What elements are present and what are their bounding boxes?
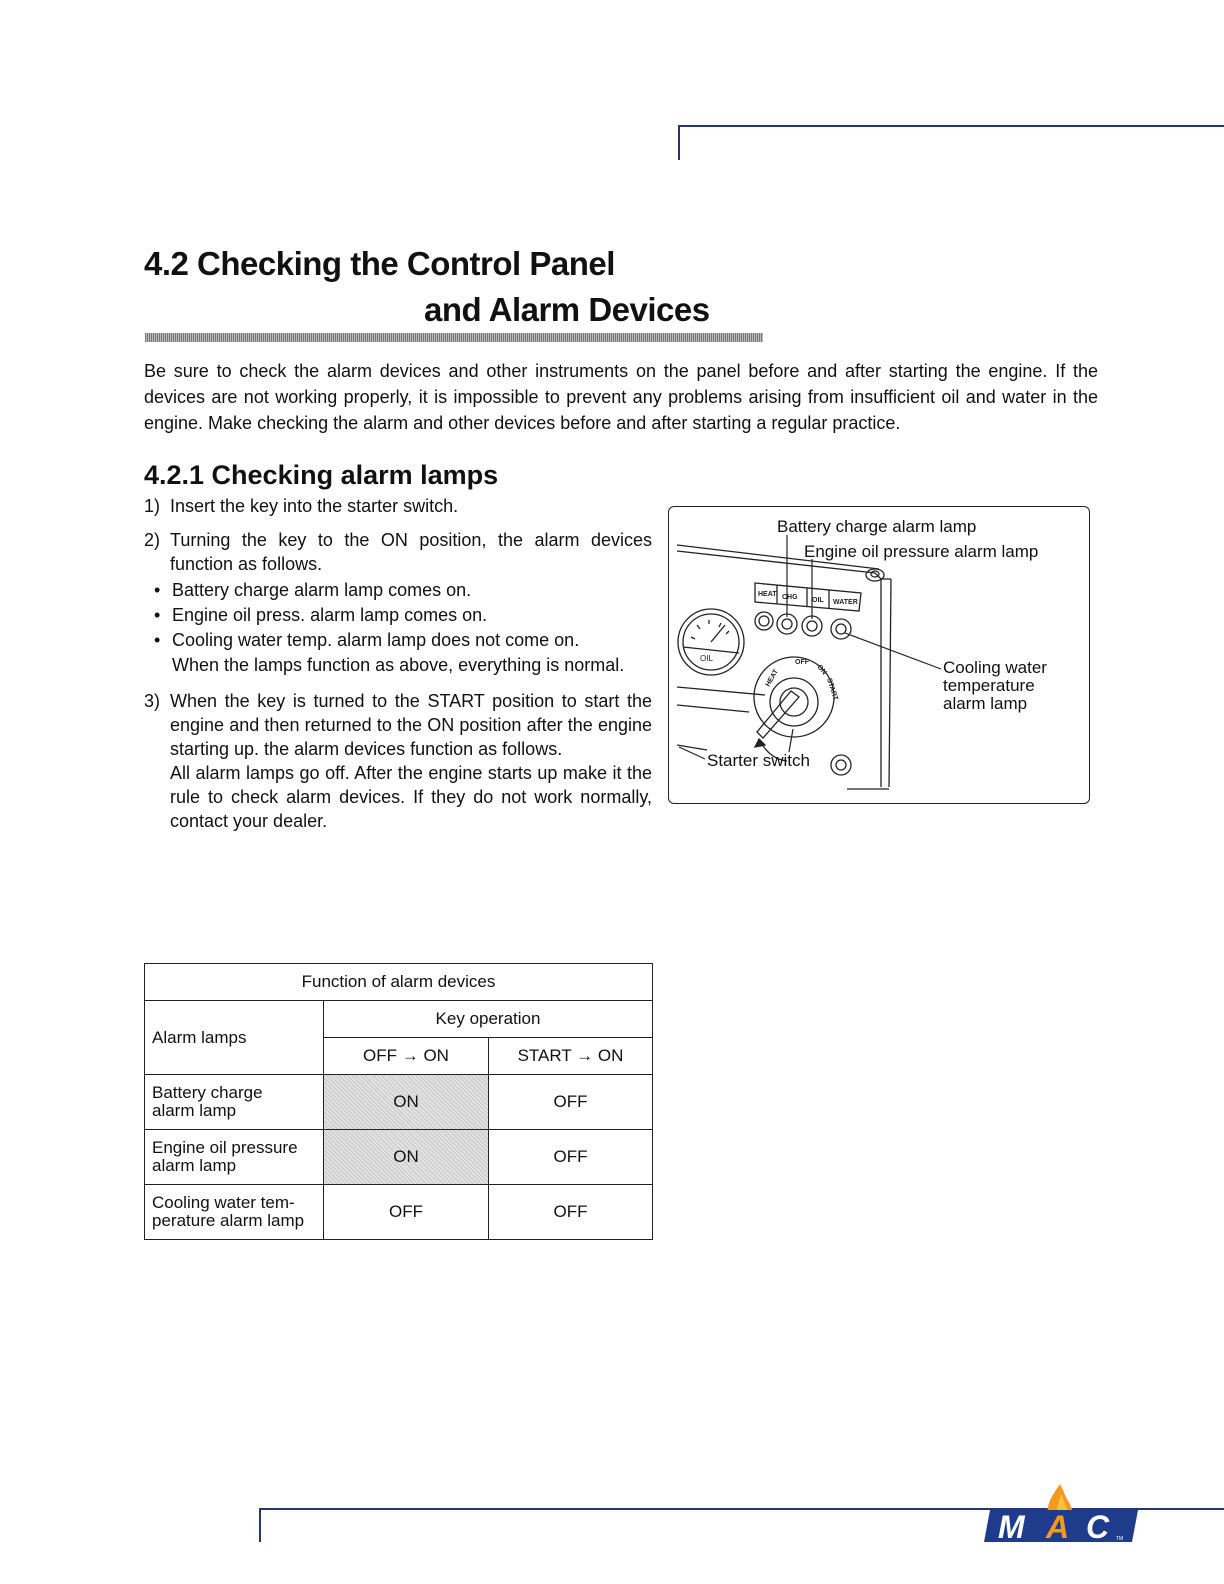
row-lamp-name: Engine oil pressure alarm lamp	[145, 1130, 324, 1185]
label-battery-charge-alarm-lamp: Battery charge alarm lamp	[777, 517, 977, 536]
section-title-line-1: 4.2 Checking the Control Panel	[144, 245, 615, 282]
bullet-item: • Cooling water temp. alarm lamp does not come on.	[154, 630, 580, 650]
title-underline-bar	[145, 333, 763, 342]
panel-label-heat: HEAT	[758, 591, 777, 598]
step-number: 3)	[144, 691, 161, 711]
header-off-on: OFF → ON	[324, 1038, 489, 1075]
bullet-note: When the lamps function as above, everything is normal.	[172, 655, 625, 675]
logo-trademark: TM	[1116, 1536, 1124, 1542]
step-1	[144, 494, 652, 518]
logo-letter-c: C	[1086, 1509, 1110, 1544]
step-3	[144, 689, 652, 761]
row-start-on-value: OFF	[489, 1130, 653, 1185]
bullet-dot-icon: •	[154, 630, 161, 650]
header-start-on: START → ON	[489, 1038, 653, 1075]
label-engine-oil-pressure-alarm-lamp: Engine oil pressure alarm lamp	[804, 542, 1039, 561]
row-start-on-value: OFF	[489, 1185, 653, 1240]
mac-logo	[982, 1480, 1142, 1544]
header-alarm-lamps: Alarm lamps	[145, 1001, 324, 1075]
table-caption: Function of alarm devices	[145, 964, 653, 1001]
row-off-on-value: ON	[324, 1130, 489, 1185]
subsection-title: 4.2.1 Checking alarm lamps	[144, 460, 499, 490]
step-text: When the key is turned to the START position to start the engine and then returned to the ON position after the engine starting up. the alarm devices function as follows.	[170, 691, 652, 759]
bullet-dot-icon: •	[154, 605, 161, 625]
key-label-heat: HEAT	[764, 668, 781, 688]
mac-logo-mark	[982, 1480, 1142, 1544]
step-text: Insert the key into the starter switch.	[170, 496, 459, 516]
top-page-rule	[678, 125, 1224, 160]
key-label-on: ON	[815, 663, 828, 677]
header-key-operation: Key operation	[324, 1001, 653, 1038]
steps-list	[144, 494, 652, 833]
row-off-on-value: ON	[324, 1075, 489, 1130]
panel-label-oil: OIL	[812, 597, 824, 604]
step-2	[144, 528, 652, 576]
row-lamp-name: Battery charge alarm lamp	[145, 1075, 324, 1130]
panel-label-water: WATER	[833, 599, 858, 606]
table-row	[145, 1185, 653, 1240]
label-cooling-line-3: alarm lamp	[943, 694, 1028, 713]
control-panel-figure	[668, 506, 1090, 804]
label-starter-switch: Starter switch	[707, 751, 810, 770]
label-cooling-line-2: temperature	[943, 676, 1035, 695]
step-number: 2)	[144, 530, 161, 550]
step-text: Turning the key to the ON position, the alarm devices function as follows.	[170, 530, 652, 574]
row-lamp-name: Cooling water tem- perature alarm lamp	[145, 1185, 324, 1240]
intro-paragraph: Be sure to check the alarm devices and other instruments on the panel before and after starting the engine. If the devices are not working properly, it is impossible to prevent any problems arising from insufficient oil and water in the engine. Make checking the alarm and other devices before and after starting a regular practice.	[144, 361, 1098, 433]
bullet-item: • Engine oil press. alarm lamp comes on.	[154, 605, 488, 625]
label-cooling-line-1: Cooling water	[943, 658, 1047, 677]
row-off-on-value: OFF	[324, 1185, 489, 1240]
bullet-dot-icon: •	[154, 580, 161, 600]
bullet-item: • Battery charge alarm lamp comes on.	[154, 580, 472, 600]
step-number: 1)	[144, 496, 161, 516]
section-title-line-2: and Alarm Devices	[424, 291, 710, 328]
logo-letter-m: M	[998, 1509, 1025, 1544]
key-label-start: START	[825, 677, 839, 702]
step-3-note: All alarm lamps go off. After the engine starts up make it the rule to check alarm devices. If they do not work normally, contact your dealer.	[170, 763, 652, 831]
panel-label-chg: CHG	[782, 594, 798, 601]
table-row	[145, 1075, 653, 1130]
key-label-off: OFF	[795, 659, 809, 666]
logo-letter-a: A	[1046, 1509, 1070, 1544]
alarm-function-table	[144, 963, 653, 1240]
row-start-on-value: OFF	[489, 1075, 653, 1130]
gauge-label-oil: OIL	[700, 654, 713, 663]
table-row	[145, 1130, 653, 1185]
